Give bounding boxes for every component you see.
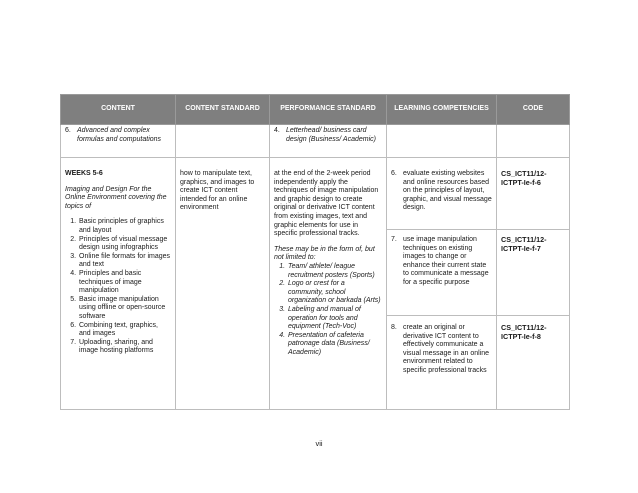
competency-number: 6.	[391, 170, 397, 177]
competency-code: CS_ICT11/12-ICTPT-Ie-f-6	[501, 169, 547, 187]
list-item: 4. Principles and basic techniques of image manipulation	[78, 270, 171, 296]
header-content: CONTENT	[61, 95, 176, 125]
topic-list	[65, 218, 171, 356]
page-number: vii	[315, 439, 323, 448]
code-cell-7	[497, 230, 570, 316]
curriculum-table	[60, 94, 570, 410]
competency-text: evaluate existing websites and online resources based on the principles of layout, graphic, and visual message design.	[403, 170, 492, 212]
row1-performance-cell	[270, 125, 387, 158]
list-item: 2. Logo or crest for a community, school organization or barkada (Arts)	[287, 280, 382, 306]
list-item: 4. Presentation of cafeteria patronage data (Business/ Academic)	[287, 332, 382, 358]
competency-code: CS_ICT11/12-ICTPT-Ie-f-8	[501, 323, 547, 341]
competency-cell-7	[387, 230, 497, 316]
table-row	[61, 125, 570, 158]
competency-text: use image manipulation techniques on existing images to change or enhance their current state to communicate a message for a specific purpose	[403, 236, 489, 286]
topic-intro: Imaging and Design For the Online Environment covering the topics of	[65, 185, 167, 210]
list-item: 5. Basic image manipulation using offline or open-source software	[78, 296, 171, 322]
row1-performance-number: 4.	[274, 127, 280, 134]
table-row	[61, 158, 570, 230]
header-performance-standard: PERFORMANCE STANDARD	[270, 95, 387, 125]
header-learning-competencies: LEARNING COMPETENCIES	[387, 95, 497, 125]
row1-content-standard-cell	[176, 125, 270, 158]
row2-content-cell	[61, 158, 176, 410]
performance-intro: at the end of the 2-week period independently apply the techniques of image manipulation and graphic design to create original or derivative ICT content from existing images, text and graphic elements for use in specific professional tracks.	[274, 170, 379, 238]
competency-number: 8.	[391, 324, 397, 331]
competency-text: create an original or derivative ICT content to effectively communicate a visual message in an online environment related to specific professional tracks	[403, 324, 489, 374]
row1-content-text: Advanced and complex formulas and computations	[77, 127, 162, 143]
weeks-label: WEEKS 5-6	[65, 170, 103, 177]
competency-code: CS_ICT11/12-ICTPT-Ie-f-7	[501, 235, 547, 253]
competency-cell-8	[387, 316, 497, 410]
header-content-standard: CONTENT STANDARD	[176, 95, 270, 125]
list-item: 1. Team/ athlete/ league recruitment posters (Sports)	[287, 263, 382, 280]
list-item: 7. Uploading, sharing, and image hosting platforms	[78, 339, 171, 356]
list-item: 3. Labeling and manual of operation for tools and equipment (Tech-Voc)	[287, 306, 382, 332]
header-row	[61, 95, 570, 125]
list-item: 2. Principles of visual message design using infographics	[78, 236, 171, 253]
performance-standard-cell	[270, 158, 387, 410]
list-item: 6. Combining text, graphics, and images	[78, 322, 171, 339]
code-cell-6	[497, 158, 570, 230]
curriculum-table-wrapper	[60, 94, 569, 428]
performance-may: These may be in the form of, but not limited to:	[274, 245, 375, 262]
competency-cell-6	[387, 158, 497, 230]
competency-number: 7.	[391, 236, 397, 243]
row1-content-number: 6.	[65, 127, 71, 134]
row1-competency-cell	[387, 125, 497, 158]
row1-content-cell	[61, 125, 176, 158]
content-standard-text: how to manipulate text, graphics, and images to create ICT content intended for an online environment	[180, 170, 255, 212]
row1-code-cell	[497, 125, 570, 158]
code-cell-8	[497, 316, 570, 410]
list-item: 1. Basic principles of graphics and layout	[78, 218, 171, 235]
header-code: CODE	[497, 95, 570, 125]
content-standard-cell	[176, 158, 270, 410]
list-item: 3. Online file formats for images and text	[78, 253, 171, 270]
performance-list	[274, 263, 382, 358]
row1-performance-text: Letterhead/ business card design (Business/ Academic)	[286, 127, 377, 143]
